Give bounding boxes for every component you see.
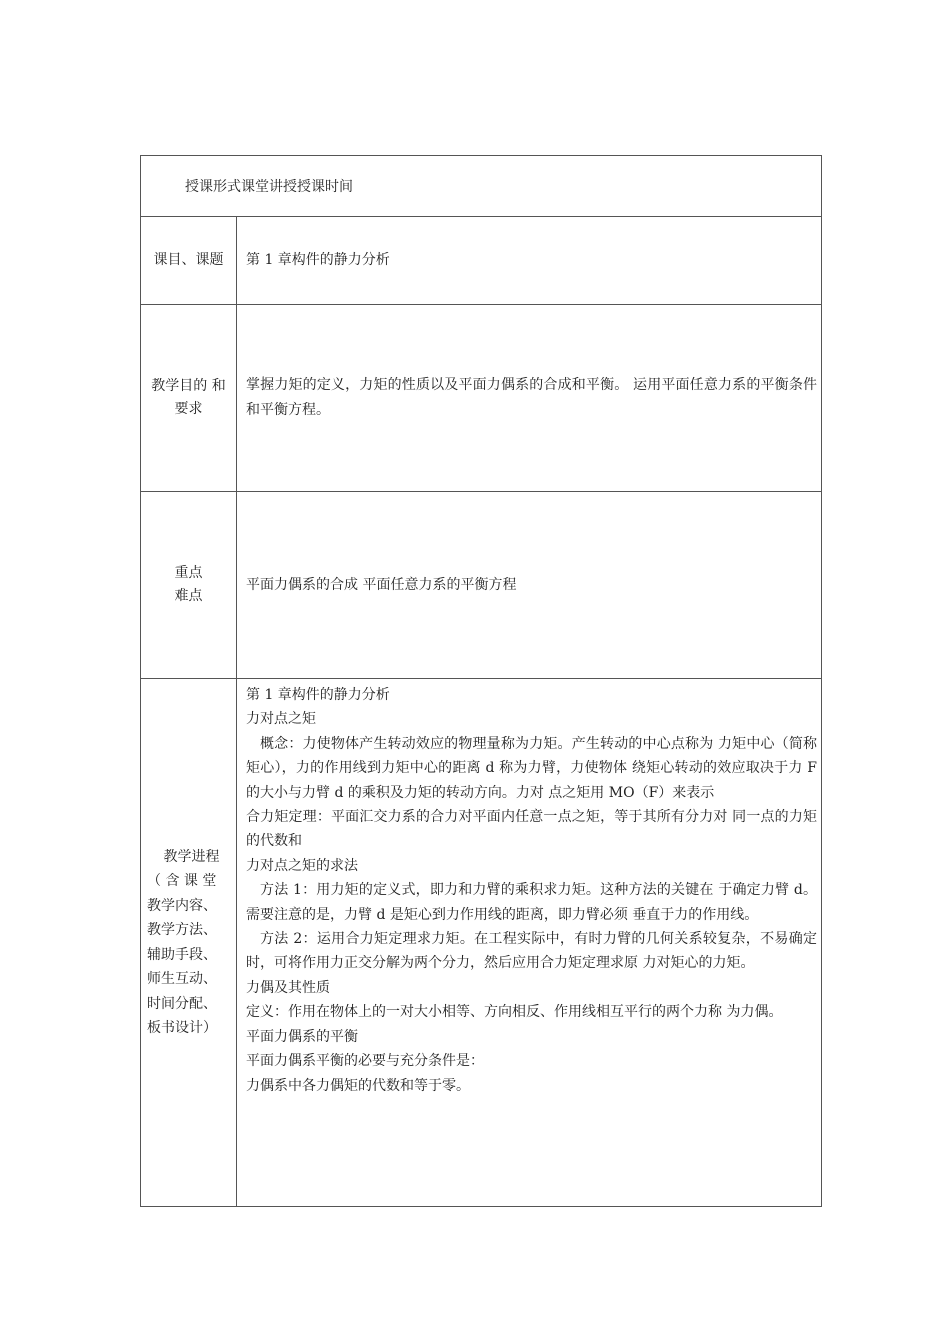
header-text: 授课形式课堂讲授授课时间 bbox=[185, 179, 353, 195]
progress-label-line: 教学进程 bbox=[163, 848, 220, 865]
section-heading: 平面力偶系的平衡 bbox=[246, 1028, 358, 1045]
chapter-title: 第 1 章构件的静力分析 bbox=[246, 687, 390, 703]
key-label-line1: 重点 bbox=[174, 565, 203, 581]
progress-label bbox=[141, 679, 237, 1207]
topic-label: 课目、课题 bbox=[141, 217, 237, 305]
condition-paragraph: 力偶系中各力偶矩的代数和等于零。 bbox=[246, 1077, 470, 1094]
section-heading: 力偶及其性质 bbox=[246, 979, 330, 996]
goal-row bbox=[141, 305, 822, 492]
progress-label-line: 辅助手段、 bbox=[147, 946, 217, 963]
topic-row bbox=[141, 217, 822, 305]
topic-content: 第 1 章构件的静力分析 bbox=[237, 217, 822, 305]
section-heading: 力对点之矩 bbox=[246, 711, 316, 728]
condition-paragraph: 平面力偶系平衡的必要与充分条件是： bbox=[246, 1053, 484, 1070]
lesson-plan-sheet bbox=[140, 155, 821, 1207]
method-2-paragraph: 方法 2：运用合力矩定理求力矩。在工程实际中，有时力臂的几何关系较复杂，不易确定时，可将作用力正交分解为两个分力，然后应用合力矩定理求原 力对矩心的力矩。 bbox=[246, 931, 817, 972]
progress-label-line: 师生互动、 bbox=[147, 971, 217, 987]
goal-content: 掌握力矩的定义，力矩的性质以及平面力偶系的合成和平衡。 运用平面任意力系的平衡条件和平衡方程。 bbox=[237, 305, 822, 492]
theorem-paragraph: 合力矩定理：平面汇交力系的合力对平面内任意一点之矩，等于其所有分力对 同一点的力矩的代数和 bbox=[246, 809, 817, 850]
lesson-plan-table bbox=[140, 155, 822, 1207]
progress-label-line: 板书设计） bbox=[147, 1020, 217, 1036]
key-label bbox=[141, 492, 237, 679]
header-row bbox=[141, 156, 822, 217]
progress-content bbox=[237, 679, 822, 1207]
progress-label-line: 时间分配、 bbox=[147, 995, 217, 1012]
section-heading: 力对点之矩的求法 bbox=[246, 857, 358, 874]
key-label-line2: 难点 bbox=[174, 588, 203, 604]
header-cell bbox=[141, 156, 822, 217]
goal-label bbox=[141, 305, 237, 492]
definition-paragraph: 定义：作用在物体上的一对大小相等、方向相反、作用线相互平行的两个力称 为力偶。 bbox=[246, 1004, 783, 1021]
key-content: 平面力偶系的合成 平面任意力系的平衡方程 bbox=[237, 492, 822, 679]
progress-label-line: （ 含 课 堂 bbox=[147, 873, 217, 889]
goal-label-line1: 教学目的 和 bbox=[151, 378, 226, 394]
method-1-paragraph: 方法 1：用力矩的定义式，即力和力臂的乘积求力矩。这种方法的关键在 于确定力臂 d。需要注意的是，力臂 d 是矩心到力作用线的距离，即力臂必须 垂直于力的作用线。 bbox=[246, 882, 817, 923]
key-row bbox=[141, 492, 822, 679]
concept-paragraph: 概念：力使物体产生转动效应的物理量称为力矩。产生转动的中心点称为 力矩中心（简称矩心），力的作用线到力矩中心的距离 d 称为力臂，力使物体 绕矩心转动的效应取决于力 F 的大小与力臂 d 的乘积及力矩的转动方向。力对 点之矩用 MO（F）来表示 bbox=[246, 735, 817, 801]
progress-row bbox=[141, 679, 822, 1207]
progress-label-line: 教学方法、 bbox=[147, 922, 217, 938]
progress-label-line: 教学内容、 bbox=[147, 897, 217, 914]
goal-label-line2: 要求 bbox=[174, 401, 203, 417]
